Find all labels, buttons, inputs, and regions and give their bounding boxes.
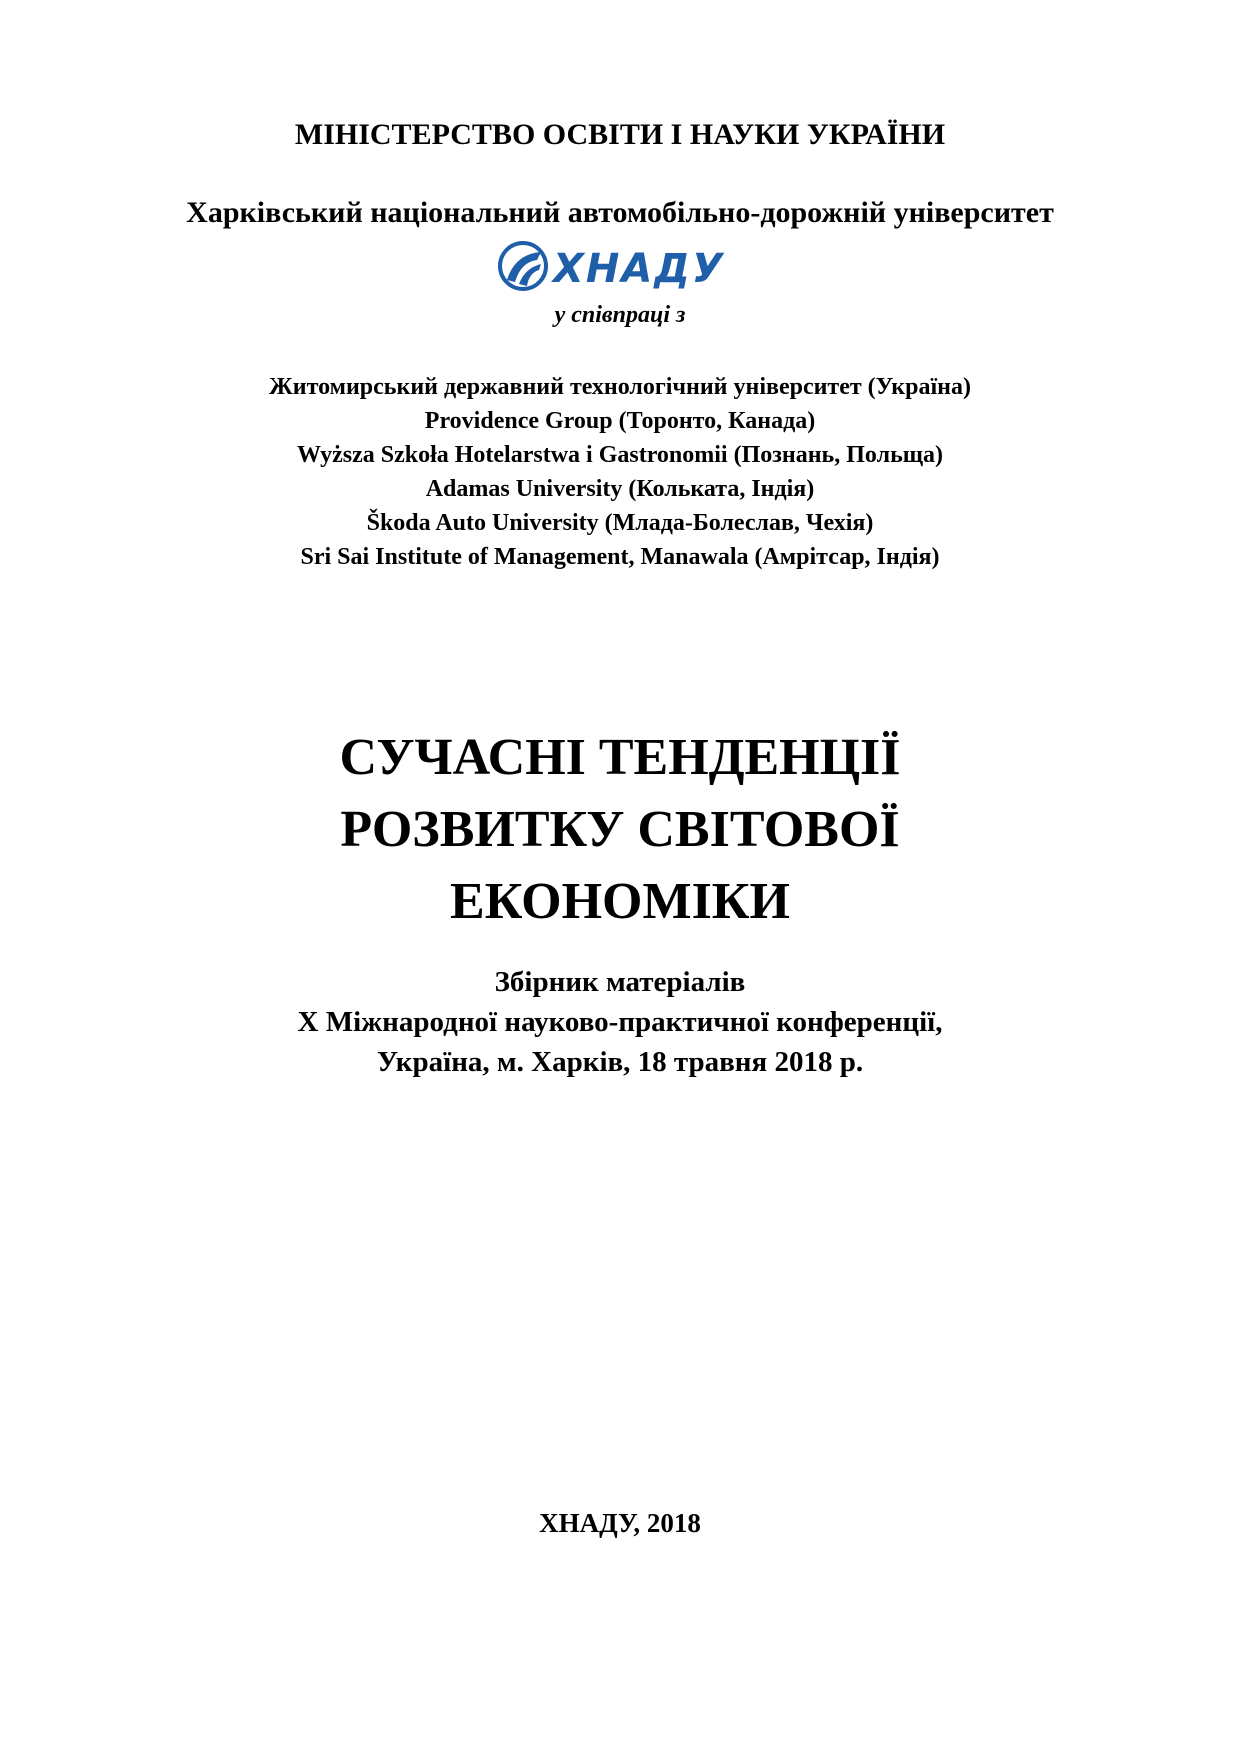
partner-item: Житомирський державний технологічний університет (Україна) <box>269 374 971 400</box>
partner-item: Sri Sai Institute of Management, Manawala (Амрітсар, Індія) <box>300 544 940 570</box>
khnadu-logo <box>497 240 747 292</box>
partner-item: Providence Group (Торонто, Канада) <box>424 408 816 434</box>
partner-item: Adamas University (Кольката, Індія) <box>425 476 815 502</box>
document-subtitle <box>0 962 1240 1082</box>
partner-list <box>0 370 1240 574</box>
khnadu-logo-icon <box>497 240 747 292</box>
partner-item: Wyższa Szkoła Hotelarstwa i Gastronomii (Познань, Польща) <box>296 442 944 468</box>
cooperation-label: у співпраці з <box>554 302 686 328</box>
university-name: Харківський національний автомобільно-дорожній університет <box>186 196 1054 229</box>
subtitle-line: Україна, м. Харків, 18 травня 2018 р. <box>376 1046 864 1078</box>
subtitle-line: Збірник матеріалів <box>494 966 746 998</box>
title-line: РОЗВИТКУ СВІТОВОЇ <box>340 801 900 858</box>
publisher-footer: ХНАДУ, 2018 <box>539 1508 701 1538</box>
title-line: СУЧАСНІ ТЕНДЕНЦІЇ <box>339 729 901 786</box>
subtitle-line: X Міжнародної науково-практичної конференції, <box>297 1006 943 1038</box>
ministry-heading: МІНІСТЕРСТВО ОСВІТИ І НАУКИ УКРАЇНИ <box>294 118 946 151</box>
partner-item: Škoda Auto University (Млада-Болеслав, Чехія) <box>366 510 874 536</box>
svg-text:ХНАДУ: ХНАДУ <box>553 246 725 292</box>
document-title <box>0 722 1240 938</box>
title-line: ЕКОНОМІКИ <box>450 873 790 930</box>
